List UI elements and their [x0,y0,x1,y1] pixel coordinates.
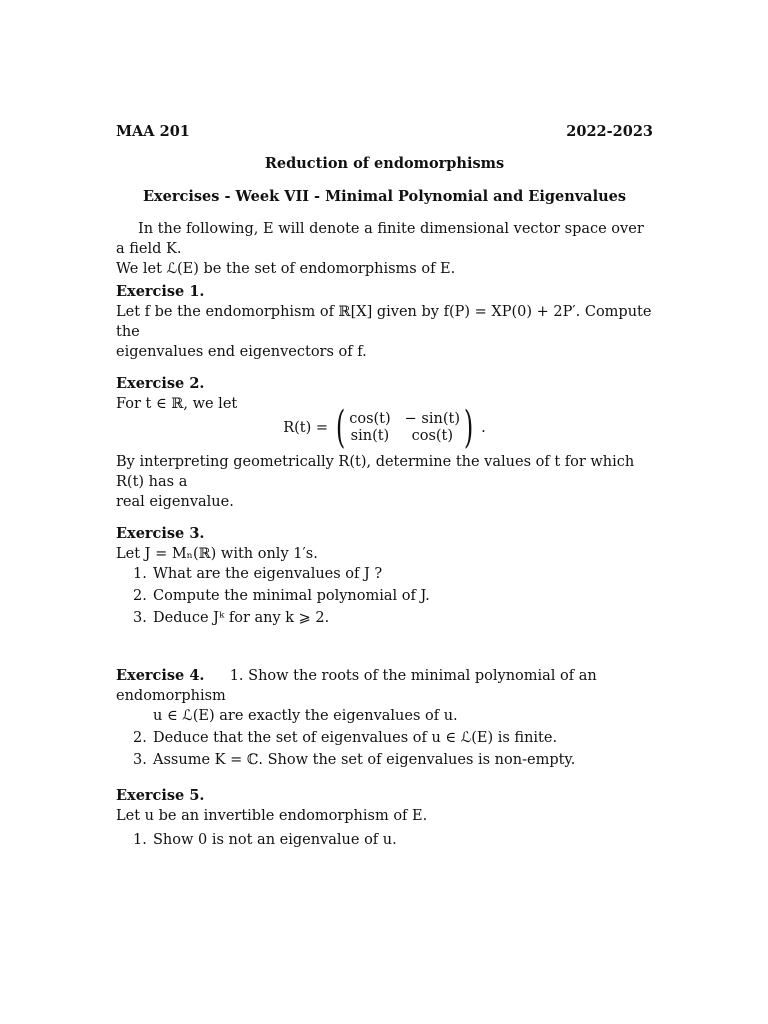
exercise-2-line-2: By interpreting geometrically R(t), determine the values of t for which R(t) has a [116,454,635,490]
intro-line-1: In the following, E will denote a finite dimensional vector space over a field K. [116,221,644,257]
exercise-1 [116,282,653,362]
document-header [116,122,653,142]
exercise-5-list [116,830,653,850]
matrix-lhs: R(t) = [283,420,329,436]
exercise-4-first-line [116,666,653,706]
exercise-4-list [116,728,653,770]
intro-line-2: We let ℒ(E) be the set of endomorphisms of E. [116,261,456,277]
matrix-grid [349,411,460,445]
exercise-5 [116,786,653,852]
exercise-3-list [116,564,653,628]
exercise-4-item-1-num: 1. [229,668,244,684]
document-title: Reduction of endomorphisms [264,155,505,172]
left-paren: ( [335,402,346,453]
exercise-2-line-3: real eigenvalue. [116,494,234,510]
exercise-3-title: Exercise 3. [116,525,205,542]
intro-paragraph [116,219,653,279]
right-paren: ) [463,402,474,453]
exercise-5-title: Exercise 5. [116,787,205,804]
matrix-period: . [481,420,486,436]
exercise-4-title: Exercise 4. [116,667,205,684]
list-item: 1. Show 0 is not an eigenvalue of u. [133,832,397,848]
rotation-matrix [332,402,477,453]
exercise-4 [116,666,653,772]
exercise-1-title: Exercise 1. [116,283,205,300]
exercise-2-title: Exercise 2. [116,375,205,392]
exercise-1-line-1: Let f be the endomorphism of ℝ[X] given by f(P) = XP(0) + 2P′. Compute the [116,304,652,340]
matrix-entry-12: − sin(t) [404,411,460,427]
list-item: 1. What are the eigenvalues of J ? [133,566,383,582]
exercise-2 [116,374,653,512]
matrix-entry-22: cos(t) [411,428,454,444]
exercise-5-line-1: Let u be an invertible endomorphism of E. [116,808,428,824]
document-subtitle: Exercises - Week VII - Minimal Polynomial and Eigenvalues [142,188,627,205]
matrix-entry-21: sin(t) [350,428,390,444]
course-code: MAA 201 [116,123,190,140]
exercise-3-line-1: Let J = Mₙ(ℝ) with only 1′s. [116,546,318,562]
list-item: 3. Deduce Jᵏ for any k ⩾ 2. [133,610,330,626]
list-item: 3. Assume K = ℂ. Show the set of eigenvalues is non-empty. [133,752,576,768]
exercise-2-line-1: For t ∈ ℝ, we let [116,396,238,412]
exercise-3 [116,524,653,630]
list-item: 2. Compute the minimal polynomial of J. [133,588,430,604]
academic-year: 2022-2023 [566,123,653,140]
exercise-4-item-1-line-2: u ∈ ℒ(E) are exactly the eigenvalues of u. [153,708,458,724]
list-item: 2. Deduce that the set of eigenvalues of u ∈ ℒ(E) is finite. [133,730,558,746]
exercise-4-item-1-line-1: Show the roots of the minimal polynomial of an endomorphism [116,668,597,704]
matrix-entry-11: cos(t) [349,411,391,427]
exercise-1-line-2: eigenvalues end eigenvectors of f. [116,344,367,360]
